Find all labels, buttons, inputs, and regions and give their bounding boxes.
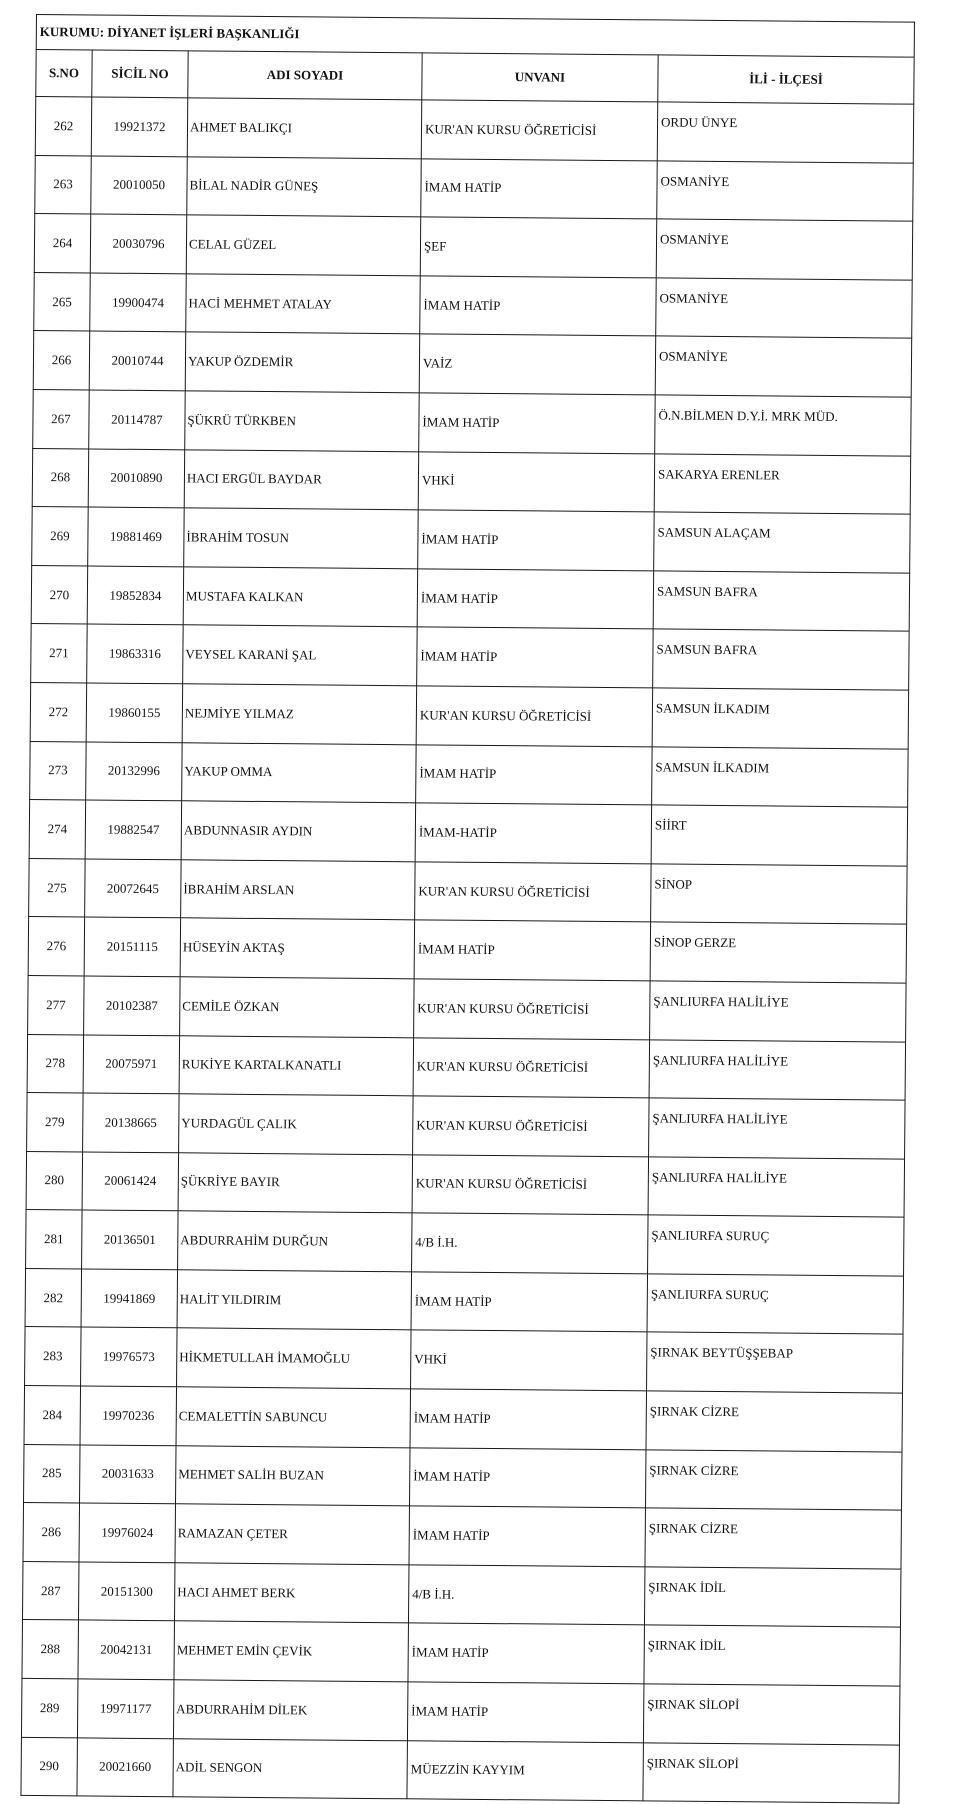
header-name: ADI SOYADI: [188, 51, 422, 100]
row-name: YAKUP OMMA: [182, 742, 417, 803]
row-sicil-no: 19860155: [86, 683, 183, 742]
row-location: ŞANLIURFA HALİLİYE: [649, 1039, 906, 1100]
row-title: İMAM HATİP: [417, 569, 654, 630]
row-location: ŞANLIURFA HALİLİYE: [649, 1098, 906, 1159]
table-row: [34, 272, 913, 338]
row-sno: 288: [22, 1620, 79, 1679]
row-name: RUKİYE KARTALKANATLI: [179, 1035, 414, 1096]
row-sno: 276: [28, 917, 85, 976]
row-sicil-no: 20138665: [83, 1093, 180, 1152]
row-title: KUR'AN KURSU ÖĞRETİCİSİ: [421, 100, 658, 161]
row-sno: 282: [25, 1268, 82, 1327]
row-sicil-no: 20151115: [84, 917, 181, 976]
row-title: İMAM HATİP: [421, 158, 658, 219]
row-location: ORDU ÜNYE: [657, 102, 914, 163]
row-title: İMAM HATİP: [418, 510, 655, 571]
row-sno: 278: [27, 1034, 84, 1093]
row-title: İMAM HATİP: [408, 1623, 645, 1684]
row-title: KUR'AN KURSU ÖĞRETİCİSİ: [413, 1037, 650, 1098]
row-location: ŞIRNAK BEYTÜŞŞEBAP: [647, 1332, 904, 1393]
row-sno: 281: [26, 1210, 83, 1269]
table-row: [32, 507, 911, 573]
row-sicil-no: 20075971: [83, 1034, 180, 1093]
document-sheet: [20, 14, 914, 1804]
table-row: [24, 1386, 903, 1452]
row-sno: 274: [29, 800, 86, 859]
row-sicil-no: 19882547: [85, 800, 182, 859]
row-sno: 266: [33, 331, 90, 390]
row-name: ŞÜKRİYE BAYIR: [178, 1152, 413, 1213]
row-name: YURDAGÜL ÇALIK: [179, 1094, 414, 1155]
table-row: [33, 331, 912, 397]
row-title: VHKİ: [418, 451, 655, 512]
row-sno: 272: [30, 682, 87, 741]
row-sicil-no: 20136501: [82, 1210, 179, 1269]
row-sno: 289: [21, 1678, 78, 1737]
header-location: İLİ - İLÇESİ: [658, 55, 914, 104]
table-row: [32, 448, 911, 514]
row-sno: 262: [35, 97, 92, 156]
row-title: İMAM-HATİP: [415, 803, 652, 864]
row-name: MEHMET EMİN ÇEVİK: [174, 1621, 409, 1682]
table-row: [28, 975, 907, 1041]
table-row: [25, 1268, 904, 1334]
row-sicil-no: 19970236: [80, 1386, 177, 1445]
row-location: SİNOP: [651, 864, 908, 925]
row-sno: 286: [23, 1503, 80, 1562]
row-location: Ö.N.BİLMEN D.Y.İ. MRK MÜD.: [655, 395, 912, 456]
row-title: İMAM HATİP: [419, 393, 656, 454]
table-row: [24, 1444, 903, 1510]
row-location: OSMANİYE: [656, 219, 913, 280]
row-location: ŞIRNAK SİLOPİ: [643, 1742, 900, 1803]
row-sicil-no: 19976024: [79, 1503, 176, 1562]
row-title: KUR'AN KURSU ÖĞRETİCİSİ: [416, 686, 653, 747]
header-sicil: SİCİL NO: [92, 50, 188, 98]
row-title: İMAM HATİP: [410, 1389, 647, 1450]
row-title: 4/B İ.H.: [412, 1213, 649, 1274]
table-row: [35, 155, 914, 221]
row-sicil-no: 20151300: [78, 1562, 175, 1621]
row-title: İMAM HATİP: [409, 1447, 646, 1508]
row-name: MUSTAFA KALKAN: [183, 567, 418, 628]
row-location: ŞANLIURFA HALİLİYE: [648, 1157, 905, 1218]
row-name: YAKUP ÖZDEMİR: [185, 332, 420, 393]
row-location: ŞIRNAK İDİL: [644, 1625, 901, 1686]
row-name: HÜSEYİN AKTAŞ: [180, 918, 415, 979]
table-row: [31, 565, 910, 631]
row-sicil-no: 19976573: [81, 1327, 178, 1386]
row-name: ABDURRAHİM DURĞUN: [178, 1211, 413, 1272]
table-row: [22, 1561, 901, 1627]
row-sno: 280: [26, 1151, 83, 1210]
row-location: OSMANİYE: [656, 278, 913, 339]
row-title: ŞEF: [420, 217, 657, 278]
row-sicil-no: 20102387: [84, 976, 181, 1035]
row-sicil-no: 19863316: [87, 624, 184, 683]
row-sicil-no: 20042131: [78, 1620, 175, 1679]
row-location: ŞIRNAK CİZRE: [645, 1450, 902, 1511]
row-sno: 284: [24, 1386, 81, 1445]
row-location: SAMSUN BAFRA: [653, 629, 910, 690]
row-sicil-no: 20010050: [91, 156, 188, 215]
row-title: VHKİ: [411, 1330, 648, 1391]
row-sno: 290: [21, 1737, 78, 1796]
table-row: [27, 1034, 906, 1100]
row-title: KUR'AN KURSU ÖĞRETİCİSİ: [413, 1096, 650, 1157]
row-location: OSMANİYE: [657, 161, 914, 222]
row-location: SİİRT: [651, 805, 908, 866]
row-name: VEYSEL KARANİ ŞAL: [183, 625, 418, 686]
row-sicil-no: 19881469: [88, 507, 185, 566]
row-location: ŞIRNAK CİZRE: [646, 1391, 903, 1452]
table-row: [35, 97, 914, 163]
row-sno: 267: [33, 389, 90, 448]
row-location: SAMSUN BAFRA: [653, 571, 910, 632]
row-sicil-no: 20031633: [80, 1445, 177, 1504]
table-row: [28, 917, 907, 983]
row-location: SAMSUN ALAÇAM: [654, 512, 911, 573]
row-sno: 264: [34, 214, 91, 273]
row-title: KUR'AN KURSU ÖĞRETİCİSİ: [414, 979, 651, 1040]
table-row: [29, 858, 908, 924]
row-sno: 273: [30, 741, 87, 800]
table-row: [34, 214, 913, 280]
table-row: [25, 1327, 904, 1393]
row-sno: 285: [24, 1444, 81, 1503]
row-sno: 263: [35, 155, 92, 214]
row-name: NEJMİYE YILMAZ: [182, 684, 417, 745]
table-row: [21, 1678, 900, 1744]
table-row: [29, 800, 908, 866]
personnel-table: [20, 14, 915, 1804]
table-row: [26, 1210, 905, 1276]
row-sicil-no: 19921372: [91, 97, 188, 156]
row-sno: 265: [34, 272, 91, 331]
table-row: [30, 682, 909, 748]
row-name: HACI AHMET BERK: [174, 1563, 409, 1624]
row-sno: 268: [32, 448, 89, 507]
row-sno: 279: [27, 1093, 84, 1152]
row-location: ŞANLIURFA HALİLİYE: [650, 981, 907, 1042]
row-name: HALİT YILDIRIM: [177, 1270, 412, 1331]
row-location: ŞIRNAK SİLOPİ: [643, 1684, 900, 1745]
row-location: SAKARYA ERENLER: [654, 453, 911, 514]
row-sicil-no: 20010890: [88, 449, 185, 508]
row-sno: 287: [22, 1561, 79, 1620]
row-location: ŞIRNAK İDİL: [644, 1567, 901, 1628]
header-row: [36, 50, 914, 105]
row-sicil-no: 20021660: [77, 1738, 174, 1797]
row-location: ŞIRNAK CİZRE: [645, 1508, 902, 1569]
row-name: ABDURRAHİM DİLEK: [173, 1680, 408, 1741]
row-name: ŞÜKRÜ TÜRKBEN: [185, 391, 420, 452]
row-sicil-no: 19900474: [90, 273, 187, 332]
row-sno: 283: [25, 1327, 82, 1386]
table-row: [27, 1093, 906, 1159]
row-title: İMAM HATİP: [416, 744, 653, 805]
row-title: KUR'AN KURSU ÖĞRETİCİSİ: [415, 862, 652, 923]
row-sno: 269: [32, 507, 89, 566]
row-sicil-no: 19941869: [81, 1269, 178, 1328]
row-name: BİLAL NADİR GÜNEŞ: [187, 156, 422, 217]
header-title: UNVANI: [422, 53, 658, 102]
row-sno: 275: [29, 858, 86, 917]
table-row: [31, 624, 910, 690]
row-name: RAMAZAN ÇETER: [175, 1504, 410, 1565]
row-name: HACİ MEHMET ATALAY: [186, 274, 421, 335]
table-row: [22, 1620, 901, 1686]
table-row: [21, 1737, 900, 1803]
row-sicil-no: 20114787: [89, 390, 186, 449]
row-title: KUR'AN KURSU ÖĞRETİCİSİ: [412, 1155, 649, 1216]
row-name: AHMET BALIKÇI: [187, 98, 422, 159]
row-sicil-no: 20132996: [86, 741, 183, 800]
row-name: HİKMETULLAH İMAMOĞLU: [177, 1328, 412, 1389]
row-title: İMAM HATİP: [409, 1506, 646, 1567]
row-name: ADİL SENGON: [173, 1738, 408, 1799]
row-sno: 277: [28, 975, 85, 1034]
row-location: SAMSUN İLKADIM: [652, 746, 909, 807]
row-title: İMAM HATİP: [407, 1682, 644, 1743]
row-sicil-no: 19971177: [77, 1679, 174, 1738]
row-location: SİNOP GERZE: [650, 922, 907, 983]
row-title: İMAM HATİP: [414, 920, 651, 981]
row-location: OSMANİYE: [655, 336, 912, 397]
row-name: CEMİLE ÖZKAN: [180, 977, 415, 1038]
institution-title: KURUMU: DİYANET İŞLERİ BAŞKANLIĞI: [36, 15, 914, 58]
row-sicil-no: 19852834: [87, 566, 184, 625]
row-location: SAMSUN İLKADIM: [652, 688, 909, 749]
row-location: ŞANLIURFA SURUÇ: [647, 1274, 904, 1335]
row-title: İMAM HATİP: [420, 276, 657, 337]
row-name: CEMALETTİN SABUNCU: [176, 1387, 411, 1448]
row-sicil-no: 20030796: [90, 214, 187, 273]
row-name: CELAL GÜZEL: [186, 215, 421, 276]
row-title: MÜEZZİN KAYYIM: [407, 1740, 644, 1801]
row-name: MEHMET SALİH BUZAN: [176, 1445, 411, 1506]
row-title: İMAM HATİP: [411, 1272, 648, 1333]
table-row: [33, 389, 912, 455]
row-name: ABDUNNASIR AYDIN: [181, 801, 416, 862]
table-row: [26, 1151, 905, 1217]
row-sicil-no: 20072645: [85, 859, 182, 918]
row-name: İBRAHİM TOSUN: [184, 508, 419, 569]
header-sno: S.NO: [36, 50, 92, 97]
row-sicil-no: 20010744: [89, 331, 186, 390]
row-title: İMAM HATİP: [417, 627, 654, 688]
row-sno: 270: [31, 565, 88, 624]
row-name: HACI ERGÜL BAYDAR: [184, 449, 419, 510]
row-sno: 271: [31, 624, 88, 683]
table-row: [30, 741, 909, 807]
row-location: ŞANLIURFA SURUÇ: [648, 1215, 905, 1276]
row-name: İBRAHİM ARSLAN: [181, 860, 416, 921]
row-sicil-no: 20061424: [82, 1152, 179, 1211]
row-title: VAİZ: [419, 334, 656, 395]
row-title: 4/B İ.H.: [408, 1565, 645, 1626]
